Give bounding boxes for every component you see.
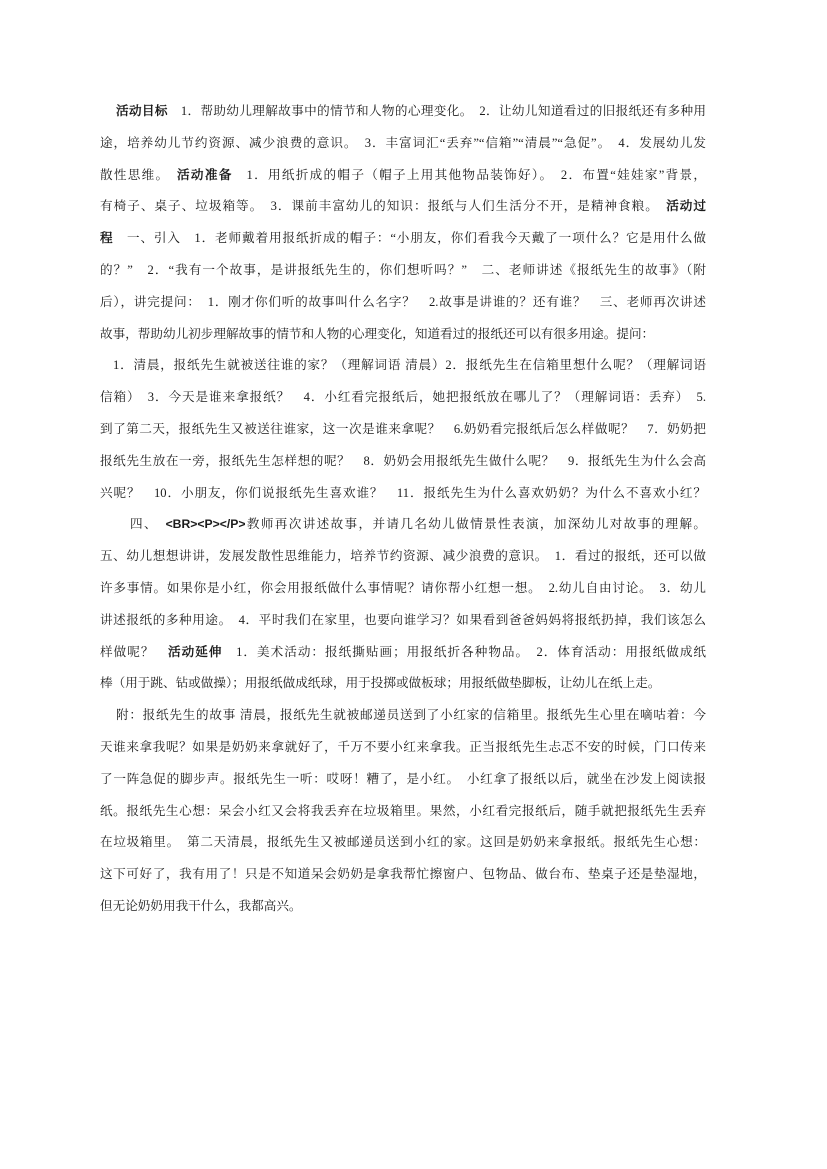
section-heading-text: 活动过 bbox=[666, 199, 706, 214]
text-line bbox=[100, 573, 706, 605]
text-line bbox=[100, 382, 706, 414]
body-text: 教师再次讲述故事，并请几名幼儿做情景性表演，加深幼儿对故事的理解。 bbox=[245, 517, 706, 532]
body-text: 在垃圾箱里。 第二天清晨，报纸先生又被邮递员送到小红的家。这回是奶奶来拿报纸。报纸先生心想： bbox=[100, 835, 706, 850]
body-text: 故事，帮助幼儿初步理解故事的情节和人物的心理变化，知道看过的报纸还可以有很多用途。提问： bbox=[100, 326, 655, 341]
body-text: 了一阵急促的脚步声。报纸先生一听：哎呀！糟了，是小红。 小红拿了报纸以后，就坐在沙发上阅读报 bbox=[100, 771, 706, 786]
text-line bbox=[100, 891, 706, 923]
text-line bbox=[100, 509, 706, 541]
body-text: 后），讲完提问： 1．刚才你们听的故事叫什么名字？ 2.故事是讲谁的？还有谁？ 三、老师再次讲述 bbox=[100, 294, 706, 309]
body-text: 1．清晨，报纸先生就被送往谁的家？（理解词语 清晨）2．报纸先生在信箱里想什么呢？（理解词语 bbox=[113, 358, 706, 373]
section-heading-text: 活动目标 bbox=[116, 104, 168, 118]
body-text: 1．美术活动：报纸撕贴画；用报纸折各种物品。 2．体育活动：用报纸做成纸 bbox=[222, 644, 706, 659]
body-text: 许多事情。如果你是小红，你会用报纸做什么事情呢？请你帮小红想一想。 2.幼儿自由讨论。 3．幼儿 bbox=[100, 580, 706, 595]
text-line bbox=[100, 700, 706, 732]
body-text: 信箱） 3．今天是谁来拿报纸？ 4．小红看完报纸后，她把报纸放在哪儿了？（理解词语：丢弃） 5. bbox=[100, 390, 706, 405]
body-text: 1．用纸折成的帽子（帽子上用其他物品装饰好）。 2．布置“娃娃家”背景， bbox=[232, 167, 706, 182]
text-line bbox=[100, 637, 706, 669]
text-line bbox=[100, 287, 706, 319]
body-text: 讲述报纸的多种用途。 4．平时我们在家里，也要向谁学习？如果看到爸爸妈妈将报纸扔掉，我们该怎么 bbox=[100, 612, 706, 627]
document-body bbox=[100, 96, 706, 923]
body-text: 的？” 2．“我有一个故事，是讲报纸先生的，你们想听吗？” 二、老师讲述《报纸先生的故事》（附 bbox=[100, 262, 706, 277]
body-text: 兴呢？ 10．小朋友，你们说报纸先生喜欢谁？ 11．报纸先生为什么喜欢奶奶？为什么不喜欢小红？ bbox=[100, 485, 706, 500]
section-heading-text: 程 bbox=[100, 231, 114, 246]
text-line bbox=[100, 414, 706, 446]
body-text: 五、幼儿想想讲讲，发展发散性思维能力，培养节约资源、减少浪费的意识。 1．看过的报纸，还可以做 bbox=[100, 549, 706, 564]
body-text: 1．帮助幼儿理解故事中的情节和人物的心理变化。 2．让幼儿知道看过的旧报纸还有多种用 bbox=[167, 104, 706, 118]
section-heading-text: 活动准备 bbox=[177, 167, 233, 182]
text-line bbox=[100, 160, 706, 192]
body-text: 四、 bbox=[130, 517, 166, 532]
body-text: 散性思维。 bbox=[100, 167, 178, 182]
text-line bbox=[100, 541, 706, 573]
section-heading-text: 活动延伸 bbox=[168, 644, 223, 659]
text-line bbox=[100, 859, 706, 891]
text-line bbox=[100, 668, 706, 700]
body-text: 有椅子、桌子、垃圾箱等。 3．课前丰富幼儿的知识：报纸与人们生活分不开，是精神食粮。 bbox=[100, 199, 667, 214]
body-text: 棒（用于跳、钻或做操）；用报纸做成纸球，用于投掷或做板球；用报纸做垫脚板，让幼儿在纸上走。 bbox=[100, 676, 661, 691]
text-line bbox=[100, 319, 706, 351]
text-line bbox=[100, 128, 706, 160]
text-line bbox=[100, 796, 706, 828]
body-text: 途，培养幼儿节约资源、减少浪费的意识。 3．丰富词汇“丢弃”“信箱”“清晨”“急促”。 4．发展幼儿发 bbox=[100, 135, 706, 150]
text-line bbox=[100, 223, 706, 255]
body-text: 一、引入 1．老师戴着用报纸折成的帽子：“小朋友，你们看我今天戴了一项什么？它是用什么做 bbox=[113, 231, 706, 246]
text-line bbox=[100, 191, 706, 223]
text-line bbox=[100, 732, 706, 764]
body-text: 到了第二天，报纸先生又被送往谁家，这一次是谁来拿呢？ 6.奶奶看完报纸后怎么样做呢？ 7．奶奶把 bbox=[100, 421, 706, 436]
body-text: 附：报纸先生的故事 清晨，报纸先生就被邮递员送到了小红家的信箱里。报纸先生心里在嘀咕着：今 bbox=[116, 708, 706, 723]
text-line bbox=[100, 446, 706, 478]
body-text: 天谁来拿我呢？如果是奶奶来拿就好了，千万不要小红来拿我。正当报纸先生忐忑不安的时候，门口传来 bbox=[100, 739, 706, 754]
text-line bbox=[100, 255, 706, 287]
text-line bbox=[100, 478, 706, 510]
text-line bbox=[100, 764, 706, 796]
body-text: 报纸先生放在一旁，报纸先生怎样想的呢？ 8．奶奶会用报纸先生做什么呢？ 9．报纸先生为什么会高 bbox=[100, 453, 706, 468]
text-line bbox=[100, 827, 706, 859]
text-line bbox=[100, 96, 706, 128]
html-tag-text: <BR><P></P> bbox=[165, 517, 246, 532]
text-line bbox=[100, 350, 706, 382]
body-text: 这下可好了，我有用了！只是不知道呆会奶奶是拿我帮忙擦窗户、包物品、做台布、垫桌子还是垫湿地， bbox=[100, 867, 706, 882]
body-text: 纸。报纸先生心想：呆会小红又会将我丢弃在垃圾箱里。果然，小红看完报纸后，随手就把报纸先生丢弃 bbox=[100, 803, 706, 818]
text-line bbox=[100, 605, 706, 637]
body-text: 样做呢？ bbox=[100, 644, 169, 659]
body-text: 但无论奶奶用我干什么，我都高兴。 bbox=[100, 898, 302, 913]
